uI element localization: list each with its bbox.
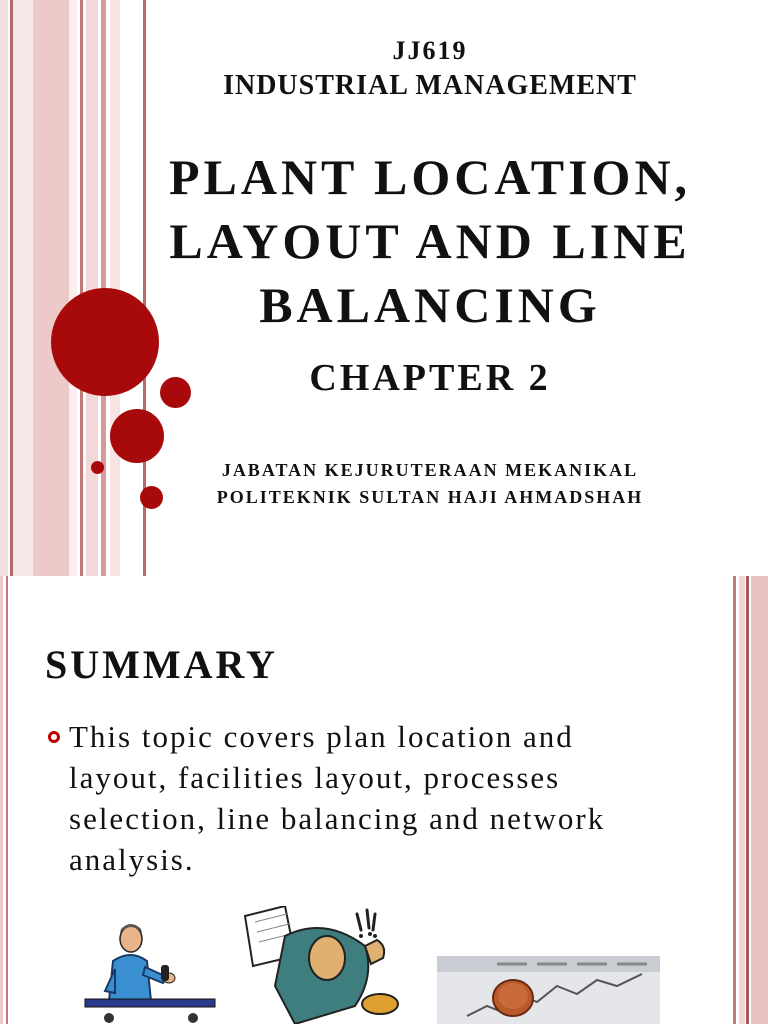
stripe xyxy=(746,576,749,1024)
section-heading: SUMMARY xyxy=(45,642,278,687)
stripe xyxy=(0,0,8,576)
slide-title-line: LAYOUT AND LINE xyxy=(169,213,691,269)
stripe xyxy=(13,0,33,576)
course-name: INDUSTRIAL MANAGEMENT xyxy=(223,70,637,101)
chapter-label: CHAPTER 2 xyxy=(309,357,551,399)
bullet-ring-icon xyxy=(48,731,60,743)
circle-decoration-icon xyxy=(91,461,104,474)
slide-title-line: BALANCING xyxy=(259,277,601,333)
stripe xyxy=(33,0,69,576)
stressed-man-clipart xyxy=(215,906,415,1024)
stripe xyxy=(80,0,83,576)
bullet-text: This topic covers plan location and layout, facilities layout, processes selection, line balancing and network analysis. xyxy=(69,719,606,877)
stripe xyxy=(739,576,745,1024)
circle-decoration-icon xyxy=(110,409,164,463)
department-label: JABATAN KEJURUTERAAN MEKANIKAL xyxy=(221,460,639,480)
circle-decoration-icon xyxy=(51,288,159,396)
worker-clipart xyxy=(75,921,225,1024)
slide-title-line: PLANT LOCATION, xyxy=(168,149,692,205)
stripe xyxy=(751,576,768,1024)
summary-slide xyxy=(0,576,768,1024)
stripe xyxy=(733,576,736,1024)
stripe xyxy=(6,576,8,1024)
stripe xyxy=(69,0,77,576)
coin-chart-photo xyxy=(437,956,660,1024)
stripe xyxy=(0,576,3,1024)
institution-label: POLITEKNIK SULTAN HAJI AHMADSHAH xyxy=(216,487,644,507)
course-code: JJ619 xyxy=(392,36,468,65)
